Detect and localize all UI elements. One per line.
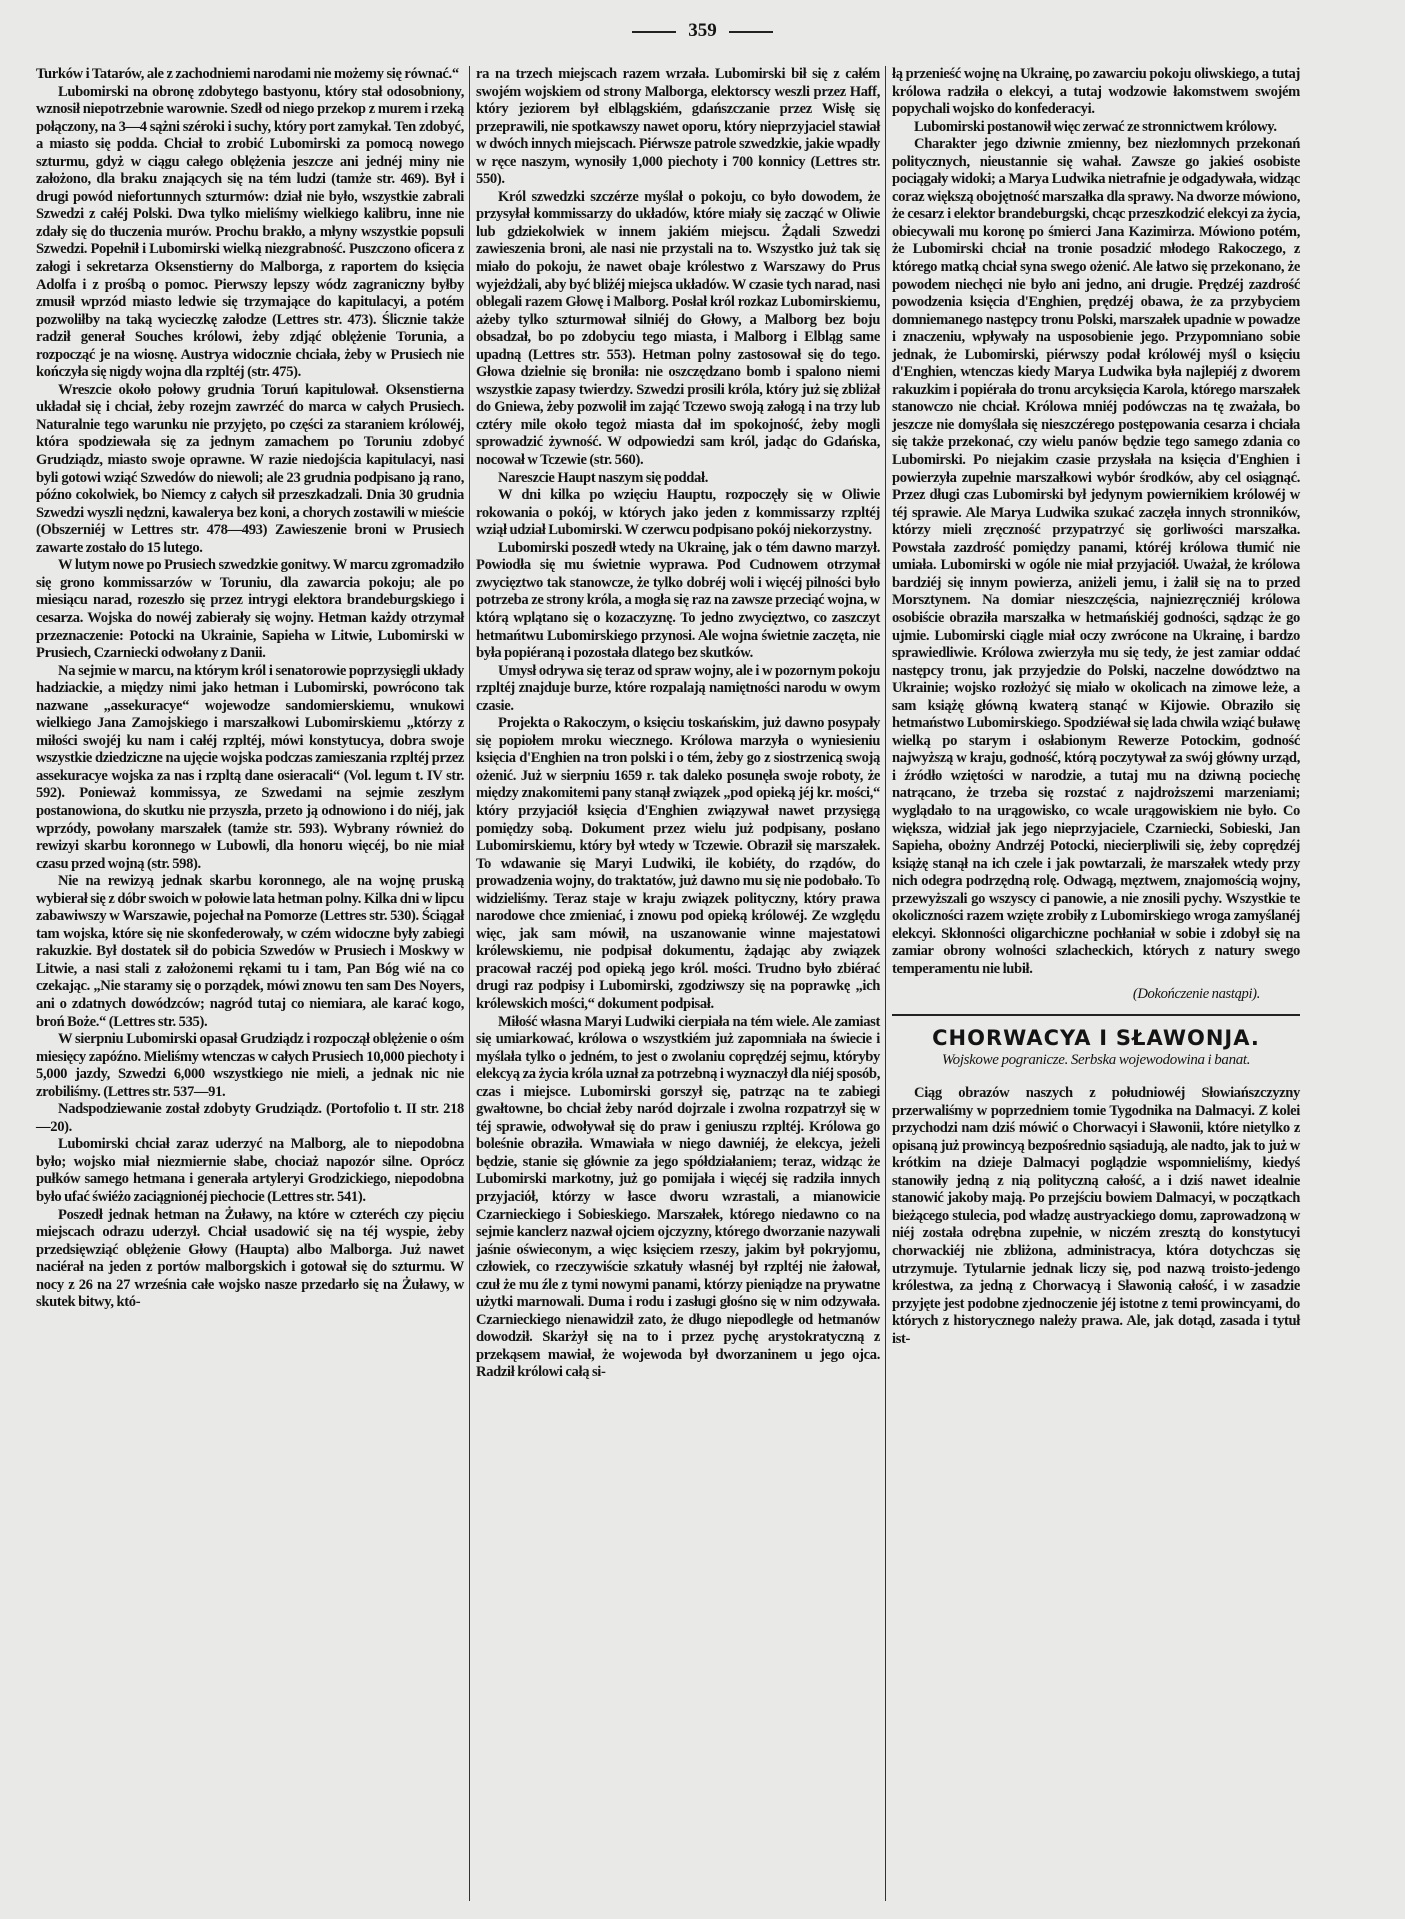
paragraph: W sierpniu Lubomirski opasał Grudziądz i rozpoczął oblężenie o ośm miesięcy zapóźno. Mieliśmy wtenczas w całych Prusiech 10,000 piechoty i 5,000 jazdy, Szwedzi 6,000 wszystkiego nie mieli, a jednak nic nie zrobiliśmy. (Lettres str. 537—91.	[36, 1031, 464, 1100]
paragraph: Charakter jego dziwnie zmienny, bez niezłomnych przekonań politycznych, nieustannie się wahał. Zawsze go jakieś osobiste pociągały widoki; a Marya Ludwika nietrafnie je odgadywała, widząc coraz większą obojętność marszałka dla sprawy. Na dworze mówiono, że cesarz i elektor brandeburgski, chcąc przeszkodzić elekcyi za życia, obiecywali mu koronę po śmierci Jana Kazimirza. Mówiono potém, że Lubomirski chciał na tronie posadzić młodego Rakoczego, z którego matką chciał syna swego ożenić. Ale łatwo się przekonano, że powodem niechęci nie było ani jedno, ani drugie. Prędzéj zazdrość powodzenia księcia d'Enghien, prędzéj obawa, że za przybyciem domniemanego następcy tronu Polski, marszałek upadnie w powadze i znaczeniu, wpływały na usposobienie jego. Przypomniano sobie jednak, że Lubomirski, piérwszy podał królowéj myśl o księciu d'Enghien, wtenczas kiedy Marya Ludwika była najlepiéj z dworem rakuzkim i popiérała do tronu arcyksięcia Karola, którego marszałek stanowczo nie chciał. Królowa mniéj podówczas na tę zważała, bo jeszcze nie domyślała się nieszczérego postępowania cesarza i chciała się także przekonać, czy wielu panów będzie tego samego zdania co Lubomirski. Po niejakim czasie przysłała na księcia d'Enghien i powierzyła zupełnie marszałkowi wybór środków, aby cel osiągnąć. Przez długi czas Lubomirski był jedynym powiernikiem królowéj w téj sprawie. Ale Marya Ludwika szukać zaczęła innych stronników, którzy mieli zręczność przypatrzyć się gorliwości marszałka. Powstała zazdrość pomiędzy panami, któréj królowa tłumić nie umiała. Lubomirski w ogóle nie miał przyjaciół. Uważał, że królowa bardziéj się innym powierza, aniżeli jemu, i żalił się na to przed Morsztynem. Na domiar nieszczęścia, najniezręczniéj królowa osobiście obraziła marszałka w hetmańskiéj godności, sądząc że go ujmie. Lubomirski ciągle miał oczy zwrócone na Ukrainę, i bardzo sprawiedliwie. Królowa zwierzyła mu się tedy, że jest zamiar oddać następcy tronu, jak przyjedzie do Polski, naczelne dowództwo na Ukrainie; wojsko rozłożyć się miało w okolicach na zimowe leże, a sam książę główną kwaterą stanąć w Kijowie. Obraziło się hetmaństwo Lubomirskiego. Spodziéwał się lada chwila wziąć buławę wielką po starym i osłabionym Rewerze Potockim, godność najwyższą w kraju, godność, którą poczytywał za swój główny urząd, i źródło wziętości w narodzie, a tutaj mu na dziwną pociechę natrącano, że trzeba się rozstać z najdroższemi marzeniami; wyglądało to na urągowisko, co wcale urągowiskiem nie było. Co większa, widział jak jego nieprzyjaciele, Czarniecki, Sobieski, Jan Sapieha, obożny Andrzéj Potocki, niecierpliwili się, żeby coprędzéj książę stanął na ich czele i jak powtarzali, że marszałek wtedy przy nich odegra podrzędną rolę. Odwagą, męztwem, znajomością wojny, przewyższali go wszyscy ci panowie, a nie znosili pychy. Wszystkie te okoliczności razem wzięte zrobiły z Lubomirskiego wroga zamyślanéj elekcyi. Skłonności oligarchiczne pochłaniał w sobie i zdobył się na zamiar obrony wolności szlacheckich, których z natury swego temperamentu nie lubił.	[892, 136, 1300, 977]
column-1	[36, 66, 464, 1312]
paragraph: W lutym nowe po Prusiech szwedzkie gonitwy. W marcu zgromadziło się grono kommissarzów w Toruniu, dla zawarcia pokoju; ale po miesiącu narad, rozeszło się przez intrygi elektora brandeburgskiego i cesarza. Wojska do nowéj zabierały się wojny. Hetman każdy otrzymał przeznaczenie: Potocki na Ukrainie, Sapieha w Litwie, Lubomirski w Prusiech, Czarniecki odwołany z Danii.	[36, 557, 464, 662]
paragraph: Lubomirski poszedł wtedy na Ukrainę, jak o tém dawno marzył. Powiodła się mu świetnie wyprawa. Pod Cudnowem otrzymał zwycięztwo tak stanowcze, że tylko dobréj woli i więcéj pilności było potrzeba ze strony króla, a mogła się raz na zawsze przeciąć wojna, w którą wplątano się o kozaczyznę. To jedno zwycięztwo, co zaszczyt hetmańtwu Lubomirskiego przynosi. Ale wojna świetnie zaczęta, nie była popiéraną i pozostała dlatego bez skutków.	[476, 539, 880, 662]
paragraph: Ciąg obrazów naszych z południowéj Słowiańszczyzny przerwaliśmy w poprzedniem tomie Tygodnika na Dalmacyi. Z kolei przychodzi nam dziś mówić o Chorwacyi i Sławonii, które nietylko z opisaną już prowincyą bezpośrednio sąsiadują, ale nadto, jak to już w krótkim na dzieje Dalmacyi poglądzie wspomnieliśmy, kiedyś stanowiły jedną z nią polityczną całość, a i dziś nawet idealnie stanowić jakoby mają. Po przejściu bowiem Dalmacyi, w początkach bieżącego stulecia, pod władzę austryackiego domu, zaprowadzoną w niéj została odrębna zupełnie, w niczém zresztą do konstytucyi chorwackiéj nie zbliżona, administracya, która dotychczas się utrzymuje. Tytularnie jednak liczy się, pod nazwą troisto-jedengo królestwa, za jedną z Chorwacyą i Sławonią całość, i w zasadzie przyjęte jest podobne zjednoczenie jéj istotne z temi prowincyami, do których z historycznego należy prawa. Ale, jak dotąd, zasada i tytuł ist-	[892, 1085, 1300, 1347]
article-body	[892, 1085, 1300, 1348]
paragraph: Nie na rewizyą jednak skarbu koronnego, ale na wojnę pruską wybierał się z dóbr swoich w połowie lata hetman polny. Kilka dni w lipcu zabawiwszy w Warszawie, pojechał na Pomorze (Lettres str. 530). Ściągał tam wojska, które się nie skonfederowały, w czém widoczne były zabiegi rakuzkie. Był dostatek sił do pobicia Szwedów w Prusiech i Moskwy w Litwie, a nasi stali z założonemi rękami tu i tam, Pan Bóg wié na co czekając. „Nie staramy się o porządek, mówi znowu ten sam Des Noyers, ani o zdatnych dowódzców; nagród tutaj co niemiara, ale karać kogo, broń Boże.“ (Lettres str. 535).	[36, 873, 464, 1030]
paragraph: ra na trzech miejscach razem wrzała. Lubomirski bił się z całém swojém wojskiem od strony Malborga, elektorscy weszli przez Haff, który jeziorem był elblągskiém, gdańszczanie przez Wisłę się przeprawili, nie spotkawszy nawet oporu, który nieprzyjaciel stawiał w dwóch innych miejscach. Piérwsze patrole szwedzkie, jakie wpadły w ręce naszym, wynosiły 1,000 piechoty i 700 konnicy (Lettres str. 550).	[476, 66, 880, 188]
column-3-body	[892, 66, 1300, 978]
paragraph: Nadspodziewanie został zdobyty Grudziądz. (Portofolio t. II str. 218—20).	[36, 1101, 464, 1135]
paragraph: łą przenieść wojnę na Ukrainę, po zawarciu pokoju oliwskiego, a tutaj królowa radziła o elekcyi, a tutaj wodzowie łakomstwem swojém popychali wojsko do konfederacyi.	[892, 66, 1300, 118]
column-2	[476, 66, 880, 1382]
paragraph: Lubomirski na obronę zdobytego bastyonu, który stał odosobniony, wznosił niepotrzebnie warownie. Szedł od niego przekop z murem i rzeką połączony, na 3—4 sążni széroki i suchy, który port zamykał. Ten zdobyć, a miasto się podda. Chciał to zrobić Lubomirski za pomocą nowego szturmu, gdyż w ciągu całego oblężenia jeszcze ani jednéj miny nie założono, dla braku znających się na tém ludzi (tamże str. 469). Był i drugi powód niefortunnych szturmów: dział nie było, wszystkie zabrali Szwedzi z całéj Polski. Dwa tylko mieliśmy wielkiego kalibru, inne nie zdały się do tłuczenia murów. Prochu brakło, a młyny wszystkie popsuli Szwedzi. Popełnił i Lubomirski wielką niezgrabność. Puszczono oficera z załogi i sekretarza Oksenstierny do Malborga, z raportem do księcia Adolfa i z prośbą o pomoc. Pierwszy lepszy wódz zagraniczny byłby zmusił wprzód miasto ledwie się trzymające do kapitulacyi, a potém pozwoliłby na taką wycieczkę załodze (Lettres str. 473). Ślicznie także radził generał Souches królowi, żeby zdjąć oblężenie Torunia, a rozpocząć je na wiosnę. Austrya widocznie chciała, żeby w Prusiech nie kończyła się nigdy wojna dla rzpltéj (str. 475).	[36, 83, 464, 381]
paragraph: Poszedł jednak hetman na Żuławy, na które w czteréch czy pięciu miejscach odrazu uderzył. Chciał usadowić się na téj wyspie, żeby przedsięwziąć oblężenie Głowy (Haupta) albo Malborga. Już nawet naciérał na jeden z portów malborgskich i gotował się do szturmu. W nocy z 26 na 27 września całe wojsko nasze przedarło się na Żuławy, w skutek bitwy, któ-	[36, 1206, 464, 1311]
article-subtitle: Wojskowe pogranicze. Serbska wojewodowina i banat.	[941, 1051, 1251, 1068]
column-3	[892, 66, 1300, 1348]
column-rule	[885, 66, 886, 1901]
column-rule	[469, 66, 470, 1901]
paragraph: Na sejmie w marcu, na którym król i senatorowie poprzysięgli układy hadziackie, a między nimi jako hetman i Lubomirski, powrócono tak nazwane „assekuracye“ wojewodze sandomierskiemu, wnukowi wielkiego Jana Zamojskiego i marszałkowi Lubomirskiemu „którzy z miłości swojéj ku nam i całéj rzpltéj, mówi konstytucya, dobra swoje wszystkie dziedziczne na ujęcie wojska podczas zamieszania rzpltéj przez assekuracye wojska za nas i rzpltą dane osieracali“ (Vol. legum t. IV str. 592). Ponieważ kommissya, ze Szwedami na sejmie zeszłym postanowiona, do skutku nie przyszła, przeto ją odnowiono i do niéj, jak wprzódy, powołany marszałek (tamże str. 593). Wybrany również do rewizyi skarbu koronnego w Lubowli, dla honoru więcéj, bo nie miał czasu przed wojną (str. 598).	[36, 662, 464, 872]
article-title: CHORWACYA I SŁAWONJA.	[932, 1025, 1260, 1050]
page-number: 359	[0, 20, 1405, 42]
paragraph: Umysł odrywa się teraz od spraw wojny, ale i w pozornym pokoju rzpltéj znajduje burze, które rozpalają namiętności narodu w owym czasie.	[476, 662, 880, 714]
paragraph: Lubomirski postanowił więc zerwać ze stronnictwem królowy.	[914, 118, 1277, 135]
paragraph: Lubomirski chciał zaraz uderzyć na Malborg, ale to niepodobna było; wojsko miał niezmiernie słabe, chociaż napozór silne. Oprócz pułków samego hetmana i generała artyleryi Grodzickiego, niepodobna było ufać świéżo zaciągnionéj piechocie (Lettres str. 541).	[36, 1136, 464, 1205]
divider	[729, 31, 773, 33]
paragraph: W dni kilka po wzięciu Hauptu, rozpoczęły się w Oliwie rokowania o pokój, w których jako jeden z kommissarzy rzpltéj wziął udział Lubomirski. W czerwcu podpisano pokój niekorzystny.	[476, 487, 880, 539]
divider	[632, 31, 676, 33]
paragraph: Miłość własna Maryi Ludwiki cierpiała na tém wiele. Ale zamiast się umiarkować, królowa o wszystkiém już zapomniała na świecie i myślała tylko o jedném, to jest o zwolaniu coprędzéj sejmu, któryby elekcyą za życia króla uznał za potrzebną i wyznaczył dla niéj sposób, czas i miejsce. Lubomirski gorszył się, patrząc na te zabiegi gwałtowne, bo chciał żeby naród dojrzale i zwolna rozpatrzył się w téj sprawie, odwoływał się do praw i geniuszu rzpltéj. Królowa go boleśnie obraziła. Wmawiała w niego dawniéj, że elekcya, jeżeli będzie, stanie się głównie za jego spółdziałaniem; teraz, widząc że Lubomirski markotny, już go pomijała i więcéj się radziła innych przyjaciół, którzy w łasce dworu wzrastali, a mianowicie Czarnieckiego i Sobieskiego. Marszałek, którego niedawno co na sejmie kanclerz nazwał ojciem ojczyzny, którego dworzanie nazywali jaśnie oświeconym, a więc księciem rzeszy, jakim był pokryjomu, człowiek, co rzeczywiście szkatuły własnéj był rzpltéj nie żałował, czuł że mu źle z tymi nowymi panami, którzy pieniądze na prywatne użytki marnowali. Duma i rodu i zasługi głośno się w nim odzywała. Czarnieckiego nienawidził zato, że długo niepodległe od hetmanów dowodził. Skarżył się na to i przez pychę arystokratyczną z przekąsem mawiał, że wojewoda był dworzaninem u jego ojca. Radził królowi całą si-	[476, 1013, 880, 1381]
section-divider	[892, 1014, 1300, 1016]
paragraph: Król szwedzki szczérze myślał o pokoju, co było dowodem, że przysyłał kommissarzy do układów, które miały się zacząć w Oliwie lub gdziekolwiek w innem jakiém miejscu. Żądali Szwedzi zawieszenia broni, ale nasi nie przystali na to. Wszystko już tak się miało do pokoju, że nawet obaje królestwo z Warszawy do Prus wyjeżdżali, aby być bliżéj miejsca układów. W czasie tych narad, nasi oblegali razem Głowę i Malborg. Posłał król rozkaz Lubomirskiemu, ażeby tylko szturmował silniéj do Głowy, a Malborg bez boju obsadzał, bo po zdobyciu tego miasta, i Malborg i Elbląg same upadną (Lettres str. 553). Hetman polny zastosował się do tego. Głowa dzielnie się broniła: nie oszczędzano bomb i spalono niemi wszystkie zapasy twierdzy. Szwedzi prosili króla, który już się zbliżał do Gniewa, żeby pozwolił im zająć Tczewo swoją załogą i na trzy lub cztéry mile około tegoż miasta dał im spokojność, żeby mogli sprowadzić żywność. W odpowiedzi sam król, jadąc do Gdańska, nocował w Tczewie (str. 560).	[476, 188, 880, 469]
paragraph: Turków i Tatarów, ale z zachodniemi narodami nie możemy się równać.“	[36, 66, 459, 82]
paragraph: Wreszcie około połowy grudnia Toruń kapitulował. Oksenstierna układał się i chciał, żeby rozejm zawrzéć do marca w całych Prusiech. Naturalnie tego warunku nie przyjęto, po części za staraniem królowéj, która spodziewała się za jednym zamachem po Toruniu zdobyć Grudziądz, miasto swoje oprawne. W razie niedojścia kapitulacyi, nasi byli gotowi wziąć Szwedów do niewoli; ale 23 grudnia podpisano ją rano, późno cokolwiek, bo Niemcy z całych sił przeszkadzali. Dnia 30 grudnia Szwedzi wyszli nędzni, kawalerya bez koni, a chorych zostawili w mieście (Obszerniéj w Lettres str. 478—493) Zawieszenie broni w Prusiech zawarte zostało do 15 lutego.	[36, 381, 464, 556]
paragraph: Nareszcie Haupt naszym się poddał.	[498, 469, 709, 486]
continuation-note: (Dokończenie nastąpi).	[1132, 986, 1260, 1003]
paragraph: Projekta o Rakoczym, o księciu toskańskim, już dawno posypały się popiołem mroku wiecznego. Królowa marzyła o wyniesieniu księcia d'Enghien na tron polski i o tém, żeby go z siostrzenicą swoją ożenić. Już w sierpniu 1659 r. tak daleko posunęła swoje roboty, że między znakomitemi pany stanął związek „pod opieką jéj kr. mości,“ który przyjaciół księcia d'Enghien związywał nawet przysięgą pomiędzy sobą. Dokument przez wielu już podpisany, posłano Lubomirskiemu, który był wtedy w Tczewie. Obraził się marszałek. To wdawanie się Maryi Ludwiki, ile kobiéty, do rządów, do prowadzenia wojny, do traktatów, już dawno mu się nie podobało. To widzieliśmy. Teraz staje w kraju związek polityczny, który prawa narodowe chce zmieniać, i znowu pod opieką królowéj. Ze względu więc, jak sam mówił, na uszanowanie winne majestatowi królewskiemu, nie podpisał dokumentu, żądając aby związek pracował raczéj pod opieką jego król. mości. Trudno było zbiérać drugi raz podpisy i Lubomirski, zgodziwszy się na poprawkę „ich królewskich mości,“ dokument podpisał.	[476, 715, 880, 1012]
